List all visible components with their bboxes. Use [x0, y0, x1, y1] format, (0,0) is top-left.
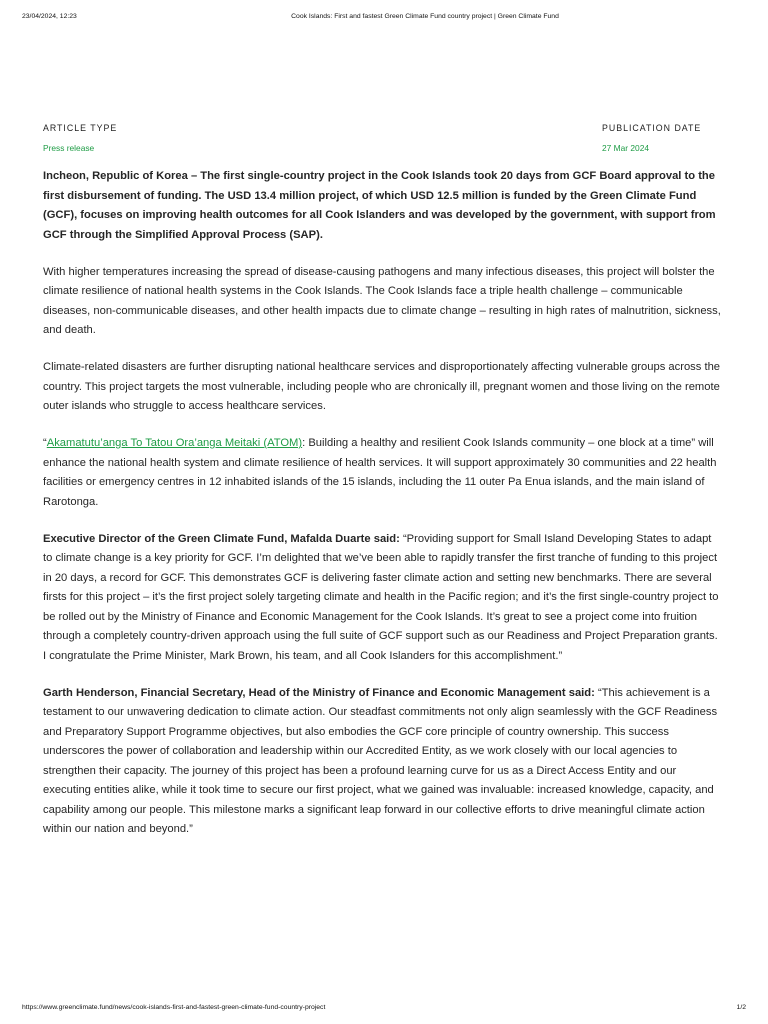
article-body: [43, 167, 723, 857]
print-header-datetime: 23/04/2024, 12:23: [22, 13, 77, 20]
article-lead-paragraph: Incheon, Republic of Korea – The first single-country project in the Cook Islands took 20 days from GCF Board approval to the first disbursement of funding. The USD 13.4 million project, of which USD 12.5 million is funded by the Green Climate Fund (GCF), focuses on improving health outcomes for all Cook Islanders and was developed by the government, with support from GCF through the Simplified Approval Process (SAP).: [43, 170, 716, 241]
quote-speaker-henderson: Garth Henderson, Financial Secretary, Head of the Ministry of Finance and Economic Management said:: [43, 686, 595, 699]
quote-text-duarte: “Providing support for Small Island Developing States to adapt to climate change is a key priority for GCF. I’m delighted that we’ve been able to rapidly transfer the first tranche of funding to this project in 20 days, a record for GCF. This demonstrates GCF is delivering faster climate action and setting new benchmarks. There are several firsts for this project – it’s the first project solely targeting climate and health in the Pacific region; and it’s the first single-country project to be rolled out by the Ministry of Finance and Economic Management for the Cook Islands. It’s great to see a project come into fruition through a completely country-driven approach using the full suite of GCF support such as our Readiness and Project Preparation grants. I congratulate the Prime Minister, Mark Brown, his team, and all Cook Islanders for this accomplishment.”: [43, 532, 719, 662]
quote-text-henderson: “This achievement is a testament to our unwavering dedication to climate action. Our steadfast commitments not only align seamlessly with the GCF Readiness and Preparatory Support Programme objectives, but also embodies the GCF core principle of country ownership. This success underscores the power of collaboration and leadership within our Accredited Entity, as we work closely with our local agencies to strengthen their capacity. The journey of this project has been a profound learning curve for us as a Direct Access Entity and our executing entities alike, while it took time to secure our first project, what we gained was invaluable: increased knowledge, capacity, and capability among our people. This milestone marks a significant leap forward in our collective efforts to drive meaningful climate action within our nation and beyond.”: [43, 686, 718, 835]
article-paragraph-health-challenge: With higher temperatures increasing the spread of disease-causing pathogens and many infectious diseases, this project will bolster the climate resilience of national health systems in the Cook Islands. The Cook Islands face a triple health challenge – communicable diseases, non-communicable diseases, and other health impacts due to climate change – resulting in high rates of malnutrition, sickness, and death.: [43, 265, 721, 336]
print-footer-url: https://www.greenclimate.fund/news/cook-islands-first-and-fastest-green-climate-fund-country-project: [22, 1004, 326, 1011]
article-paragraph-vulnerable-groups: Climate-related disasters are further disrupting national healthcare services and disproportionately affecting vulnerable groups across the country. This project targets the most vulnerable, including people who are chronically ill, pregnant women and those living on the remote outer islands who struggle to access healthcare services.: [43, 361, 721, 412]
article-type-block: [43, 122, 117, 154]
publication-date-label: PUBLICATION DATE: [602, 123, 702, 133]
article-type-value: Press release: [43, 143, 95, 153]
print-header-title: Cook Islands: First and fastest Green Climate Fund country project | Green Climate Fund: [291, 13, 559, 20]
publication-date-block: [602, 122, 701, 154]
publication-date-value: 27 Mar 2024: [602, 143, 650, 153]
open-quote: “: [43, 437, 47, 449]
article-paragraph-henderson-quote: [43, 684, 723, 840]
quote-speaker-duarte: Executive Director of the Green Climate Fund, Mafalda Duarte said:: [43, 532, 400, 545]
article-type-label: ARTICLE TYPE: [43, 123, 118, 133]
print-footer-page-number: 1/2: [736, 1004, 746, 1011]
article-paragraph-atom-project: [43, 434, 723, 512]
article-paragraph-duarte-quote: [43, 530, 723, 667]
atom-paragraph-text: : Building a healthy and resilient Cook Islands community – one block at a time” will enhance the national health system and climate resilience of health services. It will support approximately 30 communities and 22 health facilities or emergency centres in 12 inhabited islands of the 15 islands, including the 11 outer Pa Enua islands, and the main island of Rarotonga.: [43, 437, 717, 508]
atom-project-link[interactable]: Akamatutu’anga To Tatou Ora’anga Meitaki (ATOM): [46, 437, 303, 449]
